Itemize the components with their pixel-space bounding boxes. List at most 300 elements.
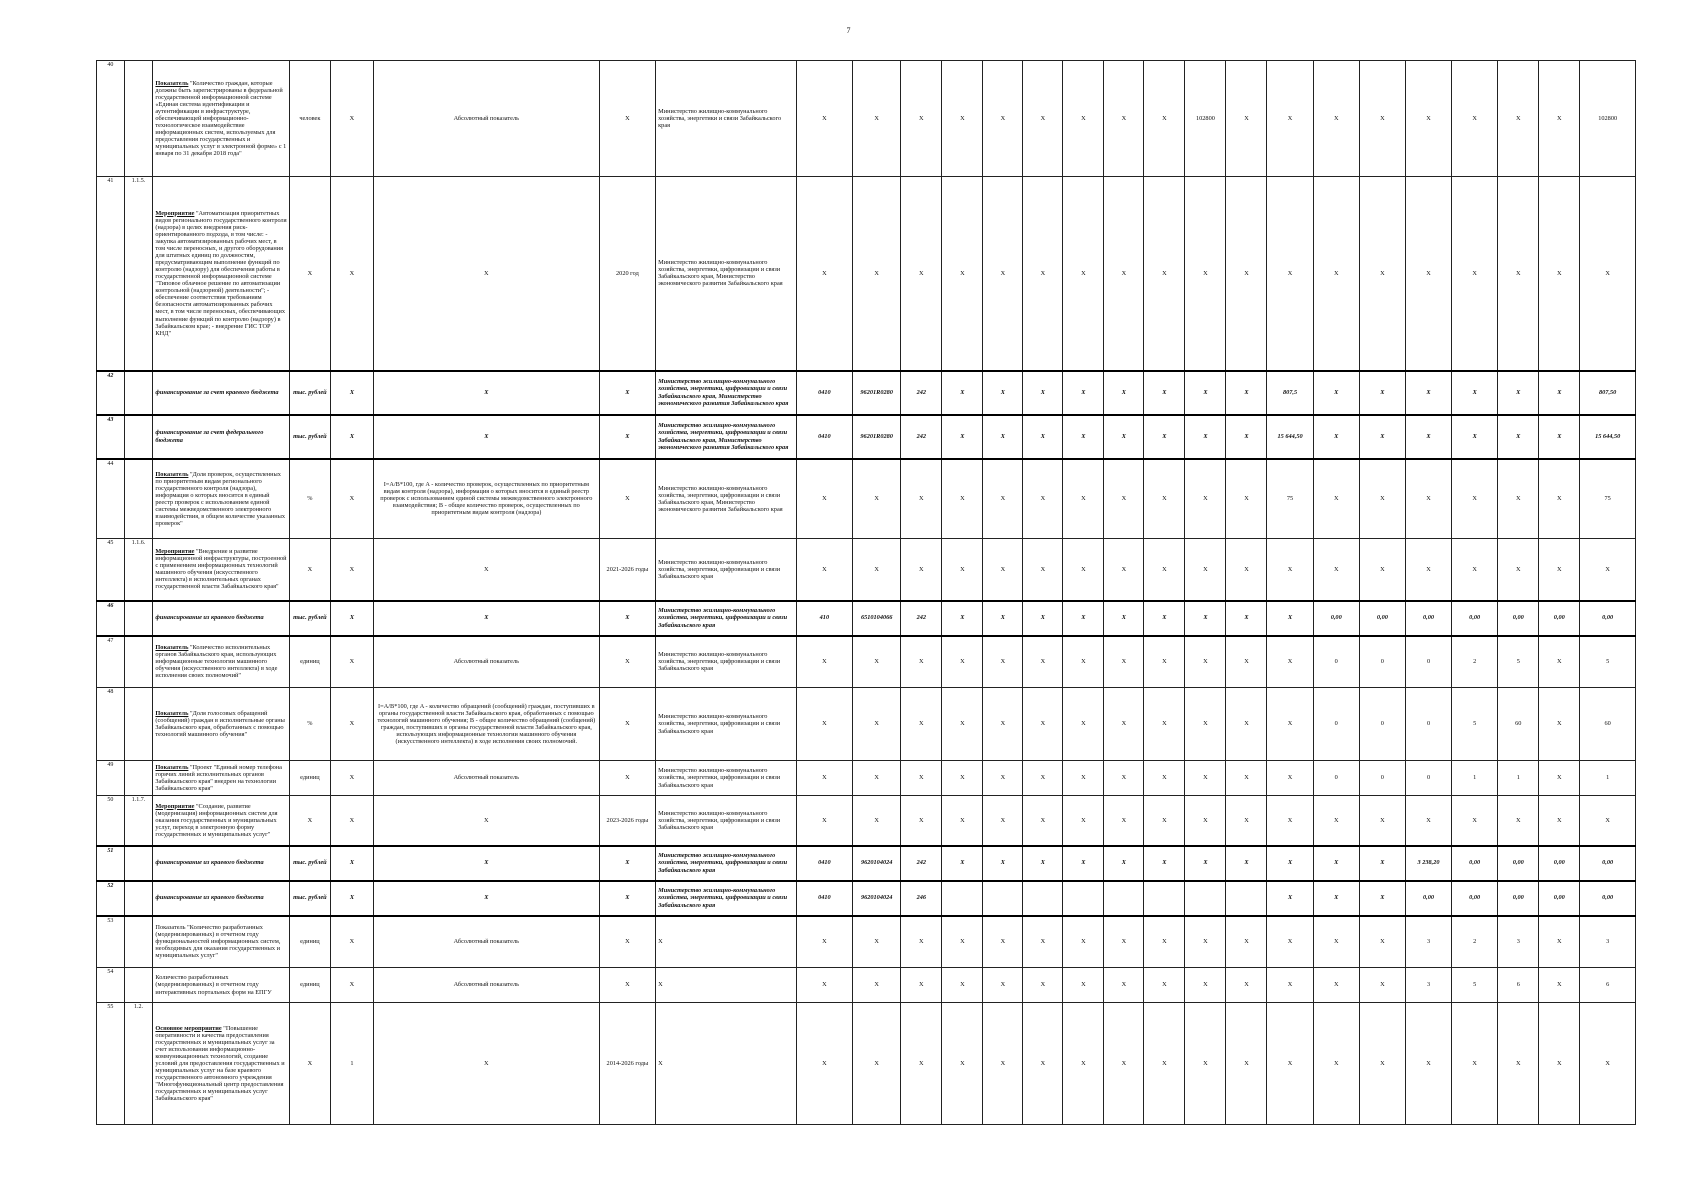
row-name [153, 61, 289, 177]
row-value-cell: X [942, 846, 983, 881]
row-value-cell: X [1313, 459, 1359, 539]
row-value-cell: X [853, 636, 901, 688]
row-formula: Абсолютный показатель [373, 61, 599, 177]
row-value-cell: X [942, 968, 983, 1003]
row-value-cell: X [1539, 916, 1580, 968]
row-value-cell: X [901, 61, 942, 177]
row-value-cell: 0,00 [1580, 846, 1636, 881]
row-name [153, 761, 289, 796]
row-value-cell: 75 [1267, 459, 1313, 539]
row-responsible: Министерство жилищно-коммунального хозяйства, энергетики и связи Забайкальского края [656, 61, 797, 177]
row-value-cell: 6 [1498, 968, 1539, 1003]
table-row [97, 916, 1636, 968]
row-value-cell: X [1226, 1003, 1267, 1125]
row-value-cell: X [796, 796, 852, 846]
row-value-cell: 0,00 [1452, 881, 1498, 916]
row-col4: X [330, 415, 373, 459]
row-value-cell: X [1104, 636, 1144, 688]
row-lead-label: Мероприятие [155, 548, 195, 556]
row-number: 46 [97, 601, 125, 636]
row-period: 2014-2026 годы [599, 1003, 655, 1125]
row-name [153, 1003, 289, 1125]
row-value-cell: X [942, 796, 983, 846]
row-value-cell: X [1023, 415, 1063, 459]
table-row [97, 796, 1636, 846]
row-value-cell: 807,5 [1267, 371, 1313, 415]
row-value-cell: X [796, 916, 852, 968]
row-value-cell: X [1226, 968, 1267, 1003]
row-value-cell: 0,00 [1313, 601, 1359, 636]
row-value-cell: 5 [1580, 636, 1636, 688]
row-value-cell: X [1359, 916, 1405, 968]
row-unit: тыс. рублей [289, 881, 330, 916]
row-value-cell: 0 [1359, 688, 1405, 761]
row-unit: тыс. рублей [289, 846, 330, 881]
row-value-cell: X [1226, 61, 1267, 177]
row-value-cell: X [1063, 177, 1104, 371]
row-value-cell: X [1267, 601, 1313, 636]
row-formula: Абсолютный показатель [373, 968, 599, 1003]
row-value-cell: 0,00 [1580, 601, 1636, 636]
row-value-cell: X [983, 761, 1023, 796]
row-value-cell: 242 [901, 601, 942, 636]
row-name [153, 636, 289, 688]
row-code [124, 61, 153, 177]
row-value-cell [1226, 881, 1267, 916]
row-value-cell: X [796, 459, 852, 539]
row-value-cell: X [853, 796, 901, 846]
row-value-cell: X [853, 968, 901, 1003]
row-unit: тыс. рублей [289, 415, 330, 459]
row-name-text: Показатель "Количество разработанных (модернизированных) в отчетном году функциональностей информационных систем, необходимых для оказания государственных и муниципальных услуг" [155, 924, 281, 960]
row-col4: 1 [330, 1003, 373, 1125]
row-value-cell: X [983, 459, 1023, 539]
row-value-cell: X [1104, 688, 1144, 761]
row-value-cell: 75 [1580, 459, 1636, 539]
row-number: 48 [97, 688, 125, 761]
row-name-text: "Количество исполнительных органов Забайкальского края, использующих информационные технологии машинного обучения (искусственного интеллекта) в ходе исполнения своих полномочий" [155, 644, 278, 680]
row-value-cell: X [1267, 916, 1313, 968]
row-period: X [599, 881, 655, 916]
row-number: 41 [97, 177, 125, 371]
row-value-cell: 9620104024 [853, 846, 901, 881]
row-value-cell: X [901, 796, 942, 846]
row-code: 1.1.5. [124, 177, 153, 371]
row-value-cell [1144, 881, 1185, 916]
row-value-cell: 0,00 [1498, 881, 1539, 916]
row-unit: X [289, 539, 330, 601]
row-value-cell: X [1405, 371, 1451, 415]
row-formula: X [373, 796, 599, 846]
row-value-cell: X [1023, 636, 1063, 688]
table-row [97, 601, 1636, 636]
row-value-cell: X [983, 371, 1023, 415]
row-value-cell: 15 644,50 [1267, 415, 1313, 459]
row-value-cell: X [1539, 636, 1580, 688]
row-value-cell: X [983, 636, 1023, 688]
row-value-cell: 0410 [796, 415, 852, 459]
row-value-cell: X [1185, 761, 1226, 796]
row-name [153, 796, 289, 846]
row-value-cell: X [942, 61, 983, 177]
row-name-text: "Создание, развитие (модернизация) информационных систем для оказания государственных и муниципальных услуг, переход в электронную форму государственных и муниципальных услуг" [155, 802, 278, 838]
row-value-cell: X [983, 177, 1023, 371]
row-value-cell: X [1063, 688, 1104, 761]
row-code [124, 415, 153, 459]
row-name-text: "Количество граждан, которые должны быть зарегистрированы в федеральной государственной информационной системе «Единая система идентификации и аутентификации в инфраструктуре, обеспечивающей информационно-технологическое взаимодействие информационных систем, используемых для предоставления государственных и муниципальных услуг в электронной форме» с 1 января по 31 декабря 2018 года" [155, 79, 287, 158]
row-lead-label: Мероприятие [155, 802, 195, 810]
row-value-cell: X [942, 459, 983, 539]
row-value-cell [942, 881, 983, 916]
row-value-cell: X [1104, 601, 1144, 636]
row-value-cell: 242 [901, 415, 942, 459]
row-value-cell: 96201R0280 [853, 415, 901, 459]
row-value-cell: X [901, 636, 942, 688]
row-code [124, 601, 153, 636]
row-value-cell: X [1063, 539, 1104, 601]
row-value-cell: 0,00 [1539, 601, 1580, 636]
row-period: X [599, 688, 655, 761]
row-period: X [599, 601, 655, 636]
row-value-cell: X [1226, 601, 1267, 636]
row-value-cell: X [1063, 415, 1104, 459]
row-unit: X [289, 1003, 330, 1125]
row-value-cell: 60 [1498, 688, 1539, 761]
row-value-cell: X [1267, 846, 1313, 881]
row-name [153, 968, 289, 1003]
row-value-cell: X [796, 968, 852, 1003]
row-value-cell: X [1023, 61, 1063, 177]
row-period: 2020 год [599, 177, 655, 371]
row-value-cell: X [1063, 459, 1104, 539]
row-value-cell: X [1539, 761, 1580, 796]
row-value-cell: X [1063, 916, 1104, 968]
row-value-cell: X [1226, 177, 1267, 371]
table-row [97, 61, 1636, 177]
row-value-cell: 0 [1313, 688, 1359, 761]
row-value-cell: X [853, 916, 901, 968]
row-value-cell: 96201R0280 [853, 371, 901, 415]
row-name [153, 846, 289, 881]
row-value-cell: X [1226, 459, 1267, 539]
row-unit: тыс. рублей [289, 371, 330, 415]
row-value-cell: X [1023, 177, 1063, 371]
row-value-cell: X [1313, 796, 1359, 846]
row-lead-label: Мероприятие [155, 209, 195, 217]
row-responsible: Министерство жилищно-коммунального хозяйства, энергетики, цифровизации и связи Забайкальского края [656, 846, 797, 881]
row-value-cell: X [1313, 1003, 1359, 1125]
row-value-cell: 0,00 [1580, 881, 1636, 916]
row-value-cell: X [853, 1003, 901, 1125]
row-value-cell: X [942, 601, 983, 636]
row-value-cell: X [1267, 177, 1313, 371]
row-value-cell: 3 238,20 [1405, 846, 1451, 881]
row-name [153, 688, 289, 761]
row-value-cell: X [1023, 371, 1063, 415]
row-responsible: Министерство жилищно-коммунального хозяйства, энергетики, цифровизации и связи Забайкальского края [656, 539, 797, 601]
row-value-cell: X [983, 968, 1023, 1003]
row-value-cell: X [1144, 601, 1185, 636]
row-period: X [599, 459, 655, 539]
row-value-cell: X [1539, 968, 1580, 1003]
table-row [97, 636, 1636, 688]
row-value-cell: X [1539, 415, 1580, 459]
row-name [153, 539, 289, 601]
row-value-cell: X [1185, 968, 1226, 1003]
row-value-cell: X [853, 688, 901, 761]
row-responsible: Министерство жилищно-коммунального хозяйства, энергетики, цифровизации и связи Забайкальского края [656, 796, 797, 846]
row-value-cell: X [1405, 415, 1451, 459]
row-col4: X [330, 916, 373, 968]
table-row [97, 688, 1636, 761]
row-value-cell: X [942, 415, 983, 459]
row-name-text: финансирование из краевого бюджета [155, 894, 264, 902]
row-value-cell: X [983, 1003, 1023, 1125]
row-value-cell: X [1313, 539, 1359, 601]
row-value-cell: 15 644,50 [1580, 415, 1636, 459]
row-name-text: финансирование из краевого бюджета [155, 614, 264, 622]
row-unit: единиц [289, 761, 330, 796]
row-col4: X [330, 539, 373, 601]
row-value-cell: 0,00 [1498, 846, 1539, 881]
row-value-cell: X [1498, 177, 1539, 371]
row-value-cell: X [1405, 459, 1451, 539]
row-value-cell: X [1267, 881, 1313, 916]
row-value-cell: X [1023, 846, 1063, 881]
row-name-text: Количество разработанных (модернизированных) в отчетном году интерактивных портальных форм на ЕПГУ [155, 974, 272, 996]
row-code [124, 881, 153, 916]
row-value-cell: X [1539, 1003, 1580, 1125]
row-value-cell: X [901, 1003, 942, 1125]
row-value-cell: X [983, 415, 1023, 459]
row-value-cell: X [901, 177, 942, 371]
row-name [153, 371, 289, 415]
row-responsible: Министерство жилищно-коммунального хозяйства, энергетики, цифровизации и связи Забайкальского края [656, 601, 797, 636]
row-value-cell: X [1267, 968, 1313, 1003]
row-value-cell: X [1063, 846, 1104, 881]
table-row [97, 459, 1636, 539]
row-name [153, 881, 289, 916]
row-number: 54 [97, 968, 125, 1003]
row-value-cell: X [1313, 846, 1359, 881]
row-value-cell: X [1313, 916, 1359, 968]
row-unit: человек [289, 61, 330, 177]
row-value-cell: 102800 [1185, 61, 1226, 177]
row-value-cell: X [1313, 61, 1359, 177]
row-value-cell: X [1452, 1003, 1498, 1125]
row-value-cell: 0410 [796, 881, 852, 916]
row-name [153, 601, 289, 636]
row-responsible: X [656, 1003, 797, 1125]
row-value-cell: 3 [1405, 916, 1451, 968]
row-lead-label: Показатель [155, 644, 189, 652]
row-value-cell: X [1104, 916, 1144, 968]
row-value-cell: X [1359, 371, 1405, 415]
row-value-cell: X [1359, 177, 1405, 371]
row-value-cell: X [1267, 636, 1313, 688]
row-responsible: Министерство жилищно-коммунального хозяйства, энергетики, цифровизации и связи Забайкальского края [656, 881, 797, 916]
row-formula: I=A/B*100, где A - количество проверок, осуществленных по приоритетным видам контроля (надзора), информация о которых вносится в единый реестр проверок с использованием единой системы межведомственного электронного взаимодействия; B - общее количество проверок, осуществленных по приоритетным видам контроля (надзора) [373, 459, 599, 539]
row-value-cell: X [1063, 968, 1104, 1003]
row-col4: X [330, 846, 373, 881]
row-responsible: Министерство жилищно-коммунального хозяйства, энергетики, цифровизации и связи Забайкальского края, Министерство экономического развития Забайкальского края [656, 459, 797, 539]
row-value-cell: X [1023, 601, 1063, 636]
row-unit: единиц [289, 968, 330, 1003]
row-value-cell: 242 [901, 371, 942, 415]
row-value-cell: 3 [1580, 916, 1636, 968]
row-period: X [599, 916, 655, 968]
row-value-cell: X [1267, 796, 1313, 846]
row-value-cell: X [1063, 796, 1104, 846]
row-value-cell: X [1405, 539, 1451, 601]
row-value-cell: X [1023, 459, 1063, 539]
row-name [153, 459, 289, 539]
row-value-cell: X [1359, 459, 1405, 539]
row-value-cell: 0,00 [1539, 881, 1580, 916]
table-row [97, 968, 1636, 1003]
row-name-text: "Доля проверок, осуществленных по приоритетным видам регионального государственного контроля (надзора), информация о которых вносится в единый реестр проверок с использованием единой системы межведомственного электронного взаимодействия, в общем количестве указанных проверок" [155, 470, 285, 527]
row-value-cell: X [1580, 177, 1636, 371]
row-value-cell: X [1185, 601, 1226, 636]
row-value-cell: X [1144, 688, 1185, 761]
row-value-cell: X [1267, 688, 1313, 761]
row-code [124, 968, 153, 1003]
row-code: 1.1.6. [124, 539, 153, 601]
row-period: X [599, 371, 655, 415]
row-col4: X [330, 601, 373, 636]
row-name-text: "Автоматизация приоритетных видов регионального государственного контроля (надзора) в целях внедрения риск-ориентированного подхода, в том числе: - закупка автоматизированных рабочих мест, в том числе переносных, и другого оборудования для штатных единиц по должностям, предусматривающим выполнение функций по контролю (надзору) для обеспечения работы в государственной информационной системе "Типовое облачное решение по автоматизации контрольной (надзорной) деятельности"; - обеспечение соответствия требованиям безопасности автоматизированных рабочих мест, в том числе переносных, обеспечивающих выполнение функций по контролю (надзору) в Забайкальском крае; - внедрение ГИС ТОР КНД" [155, 209, 287, 337]
table-row [97, 846, 1636, 881]
row-value-cell: 246 [901, 881, 942, 916]
row-value-cell: X [1313, 177, 1359, 371]
row-value-cell: X [1226, 916, 1267, 968]
row-unit: % [289, 688, 330, 761]
row-value-cell: X [1405, 177, 1451, 371]
row-name [153, 916, 289, 968]
row-value-cell: X [1063, 1003, 1104, 1125]
row-value-cell: X [901, 459, 942, 539]
row-value-cell: X [1498, 61, 1539, 177]
row-value-cell: X [796, 177, 852, 371]
table-row [97, 415, 1636, 459]
row-formula: X [373, 177, 599, 371]
row-value-cell: X [1104, 761, 1144, 796]
row-value-cell: 5 [1452, 688, 1498, 761]
row-value-cell: 0,00 [1539, 846, 1580, 881]
row-value-cell: X [853, 61, 901, 177]
row-value-cell: X [796, 636, 852, 688]
row-value-cell: 3 [1405, 968, 1451, 1003]
row-value-cell: X [1452, 415, 1498, 459]
row-value-cell: X [1539, 177, 1580, 371]
row-value-cell: X [1144, 459, 1185, 539]
row-value-cell: X [1023, 1003, 1063, 1125]
row-value-cell: X [1023, 688, 1063, 761]
row-value-cell: X [1104, 968, 1144, 1003]
row-responsible: Министерство жилищно-коммунального хозяйства, энергетики, цифровизации и связи Забайкальского края [656, 688, 797, 761]
row-unit: единиц [289, 916, 330, 968]
row-value-cell: X [1452, 177, 1498, 371]
row-value-cell: X [1104, 796, 1144, 846]
row-value-cell: 0,00 [1359, 601, 1405, 636]
row-value-cell: 0 [1405, 761, 1451, 796]
row-name-text: "Проект "Единый номер телефона горячих линий исполнительных органов Забайкальского края" внедрен на технологии Забайкальского края" [155, 763, 282, 793]
row-value-cell: 5 [1498, 636, 1539, 688]
row-name-text: "Внедрение и развитие информационной инфраструктуры, построенной с применением информационных технологий машинного обучения (искусственного интеллекта) в исполнительных органах государственной власти Забайкальского края" [155, 548, 287, 591]
row-value-cell: X [1452, 796, 1498, 846]
row-value-cell: X [1498, 1003, 1539, 1125]
row-value-cell: 0,00 [1498, 601, 1539, 636]
row-formula: X [373, 1003, 599, 1125]
row-value-cell: X [1226, 688, 1267, 761]
row-name [153, 177, 289, 371]
row-value-cell: X [942, 916, 983, 968]
row-value-cell: X [942, 688, 983, 761]
row-value-cell: X [1023, 796, 1063, 846]
row-value-cell: X [1185, 636, 1226, 688]
row-value-cell: X [983, 796, 1023, 846]
row-value-cell: 60 [1580, 688, 1636, 761]
row-value-cell: X [901, 688, 942, 761]
row-value-cell: X [1359, 796, 1405, 846]
row-value-cell: X [1313, 371, 1359, 415]
row-responsible: X [656, 968, 797, 1003]
row-value-cell: X [901, 539, 942, 601]
row-code: 1.1.7. [124, 796, 153, 846]
table-row [97, 761, 1636, 796]
row-value-cell: X [1144, 761, 1185, 796]
row-value-cell: 410 [796, 601, 852, 636]
row-value-cell: X [1267, 1003, 1313, 1125]
row-value-cell: 0,00 [1405, 601, 1451, 636]
row-value-cell: X [1226, 796, 1267, 846]
row-responsible: Министерство жилищно-коммунального хозяйства, энергетики, цифровизации и связи Забайкальского края, Министерство экономического развития Забайкальского края [656, 371, 797, 415]
row-col4: X [330, 688, 373, 761]
row-value-cell: X [1185, 846, 1226, 881]
row-code: 1.2. [124, 1003, 153, 1125]
row-period: X [599, 415, 655, 459]
table-row [97, 1003, 1636, 1125]
row-value-cell: 2 [1452, 636, 1498, 688]
row-value-cell: X [1452, 539, 1498, 601]
row-formula: X [373, 539, 599, 601]
row-responsible: Министерство жилищно-коммунального хозяйства, энергетики, цифровизации и связи Забайкальского края, Министерство экономического развития Забайкальского края [656, 415, 797, 459]
row-unit: тыс. рублей [289, 601, 330, 636]
row-value-cell: 0,00 [1452, 601, 1498, 636]
row-value-cell: X [1144, 796, 1185, 846]
row-formula: X [373, 846, 599, 881]
row-number: 45 [97, 539, 125, 601]
row-name-text: "Доля голосовых обращений (сообщений) граждан в исполнительные органы Забайкальского края, обработанных с помощью технологий машинного обучения" [155, 709, 285, 739]
row-value-cell: X [1405, 796, 1451, 846]
row-value-cell: X [1313, 968, 1359, 1003]
row-formula: X [373, 881, 599, 916]
row-formula: Абсолютный показатель [373, 761, 599, 796]
row-value-cell: 6510104066 [853, 601, 901, 636]
row-value-cell [1104, 881, 1144, 916]
row-name [153, 415, 289, 459]
row-value-cell: X [1144, 636, 1185, 688]
row-value-cell: X [1023, 968, 1063, 1003]
row-value-cell: X [1359, 968, 1405, 1003]
row-col4: X [330, 61, 373, 177]
row-lead-label: Основное мероприятие [155, 1024, 222, 1032]
row-value-cell: X [853, 177, 901, 371]
row-value-cell: X [1063, 601, 1104, 636]
row-value-cell: X [1580, 796, 1636, 846]
row-value-cell: X [983, 61, 1023, 177]
row-col4: X [330, 371, 373, 415]
